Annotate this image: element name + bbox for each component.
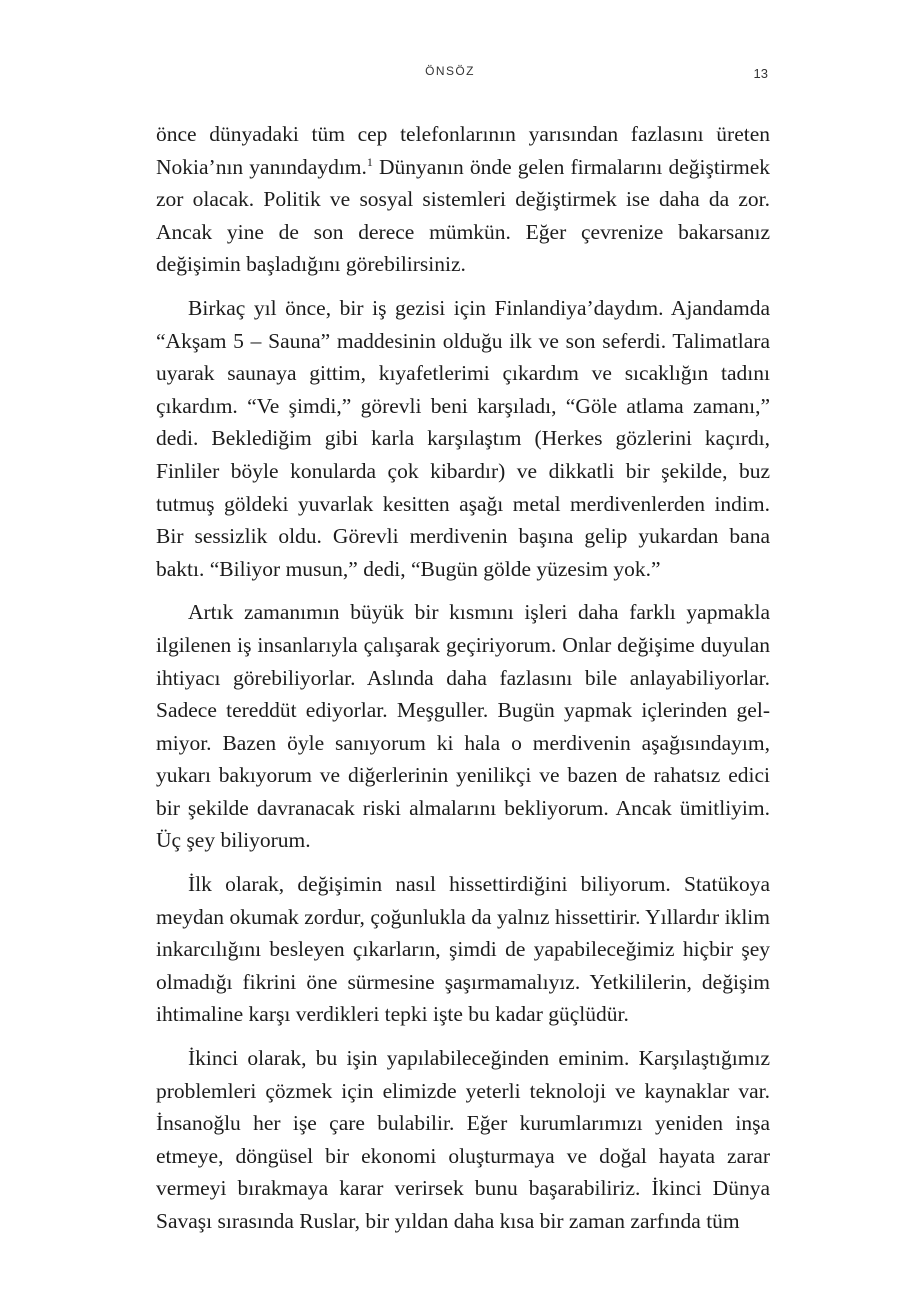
paragraph-4: İlk olarak, değişimin nasıl hissettirdiğini biliyorum. Statükoya meydan okumak zordur, çoğunlukla da yalnız hissettirir. Yıllardır iklim inkarcılığını besleyen çıkarların, şimdi de yapabileceğimiz hiçbir şey olmadığı fikrini öne sürmesine şaşırmamalıyız. Yetkililerin, değişim ihtimaline karşı verdikleri tepki işte bu kadar güçlüdür.: [156, 872, 770, 1027]
footnote-ref[interactable]: 1: [366, 154, 373, 169]
paragraph-1-text-a: önce dünyadaki tüm cep telefonlarının yarısından fazlasını üreten Nokia’nın yanındaydım.: [156, 122, 770, 179]
paragraph-1: [156, 118, 770, 281]
paragraph-1-text-b: Dünyanın önde gelen firmalarını değiştirmek zor olacak. Politik ve sosyal sistemleri değiştirmek ise daha da zor. Ancak yine de son derece mümkün. Eğer çevrenize bakarsanız değişimin başladığını görebilirsiniz.: [156, 154, 770, 277]
body-text: [156, 118, 770, 1249]
page-number: 13: [753, 66, 768, 81]
running-head: ÖNSÖZ: [425, 64, 475, 78]
paragraph-2: Birkaç yıl önce, bir iş gezisi için Finlandiya’daydım. Ajandamda “Akşam 5 – Sauna” maddesinin olduğu ilk ve son seferdi. Talimatlara uyarak saunaya gittim, kıyafetlerimi çıkardım ve sıcaklığın tadını çıkardım. “Ve şimdi,” görevli beni karşıladı, “Göle atlama zamanı,” dedi. Beklediğim gibi karla karşılaştım (Herkes gözlerini kaçırdı, Finliler böyle konularda çok kibardır) ve dikkatli bir şekilde, buz tutmuş göldeki yuvarlak kesitten aşağı metal merdivenlerden indim. Bir sessizlik oldu. Görevli merdivenin başına gelip yukardan bana baktı. “Biliyor musun,” dedi, “Bugün gölde yüzesim yok.”: [156, 295, 770, 581]
paragraph-5: İkinci olarak, bu işin yapılabileceğinden eminim. Karşılaştığımız problemleri çözmek için elimizde yeterli teknoloji ve kaynaklar var. İnsanoğlu her işe çare bulabilir. Eğer kurumlarımızı yeniden inşa etmeye, döngüsel bir ekonomi oluşturmaya ve doğal hayata zarar vermeyi bırakmaya karar verirsek bunu başarabiliriz. İkinci Dünya Savaşı sırasında Ruslar, bir yıldan daha kısa bir zaman zarfında tüm: [156, 1046, 770, 1233]
page-header: [0, 64, 900, 88]
paragraph-3: Artık zamanımın büyük bir kısmını işleri daha farklı yapmakla ilgilenen iş insanlarıyla çalışarak geçiriyorum. Onlar değişime duyulan ihtiyacı görebiliyorlar. Aslında daha fazlasını bile anlayabiliyorlar. Sadece tereddüt ediyorlar. Meşguller. Bugün yapmak içlerinden gelmiyor. Bazen öyle sanıyorum ki hala o merdivenin aşağısındayım, yukarı bakıyorum ve diğerlerinin yenilikçi ve bazen de rahatsız edici bir şekilde davranacak riski almalarını bekliyorum. Ancak ümitliyim. Üç şey biliyorum.: [156, 600, 770, 853]
